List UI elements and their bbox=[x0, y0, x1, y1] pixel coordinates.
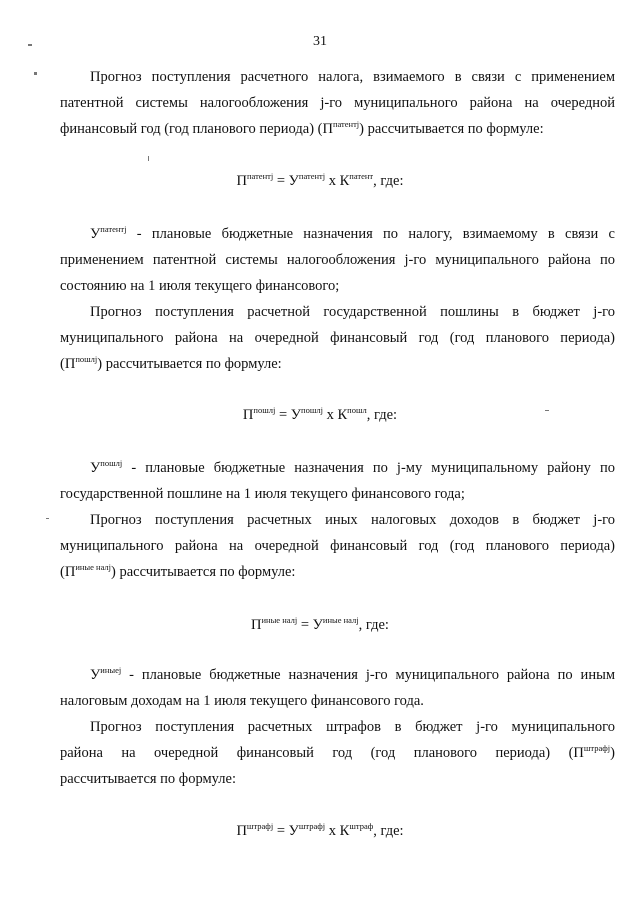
paragraph-patent-forecast bbox=[60, 64, 615, 142]
text-line: Прогноз поступления расчетной государственной пошлины в бюджет j-го bbox=[90, 304, 615, 320]
formula-duty: $П^{пошлj} = У^{пошлj}$ х $К^{пошл}$, где: bbox=[242, 405, 398, 423]
text-line: Прогноз поступления расчетных иных налоговых доходов в бюджет j-го bbox=[90, 512, 615, 528]
text-line: Прогноз поступления расчетного налога, взимаемого в связи с применением bbox=[90, 69, 615, 85]
paragraph-fines-forecast bbox=[60, 714, 615, 792]
text-line: муниципального района на очередной финансовый год (год планового периода) bbox=[60, 538, 615, 554]
text-line: $У^{патентj}$ - плановые бюджетные назначения по налогу, взимаемому в связи с bbox=[90, 224, 615, 242]
definition-patent bbox=[60, 221, 615, 299]
text-line: муниципального района на очередной финансовый год (год планового периода) bbox=[60, 330, 615, 346]
text-line: патентной системы налогообложения j-го муниципального района на очередной bbox=[60, 95, 615, 111]
text-line: $У^{пошлj}$ - плановые бюджетные назначения по j-му муниципальному району по bbox=[90, 458, 615, 476]
definition-other-taxes bbox=[60, 662, 615, 714]
formula-other-taxes: $П^{иные налj} = У^{иные налj}$, где: bbox=[251, 615, 389, 633]
text-line: Прогноз поступления расчетных штрафов в бюджет j-го муниципального bbox=[90, 719, 615, 735]
text-line: финансовый год (год планового периода) $(П^{патентj})$ рассчитывается по формуле: bbox=[60, 119, 544, 137]
text-line: $(П^{иные налj})$ рассчитывается по формуле: bbox=[60, 562, 296, 580]
text-line: рассчитывается по формуле: bbox=[60, 771, 236, 787]
text-line: состоянию на 1 июля текущего финансового; bbox=[60, 278, 340, 294]
text-line: налоговым доходам на 1 июля текущего финансового года. bbox=[60, 693, 424, 709]
paragraph-other-taxes-forecast bbox=[60, 507, 615, 585]
scan-speck bbox=[46, 518, 49, 519]
paragraph-duty-forecast bbox=[60, 299, 615, 377]
formula-fines: $П^{штрафj} = У^{штрафj}$ х $К^{штраф}$, где: bbox=[236, 821, 404, 839]
text-line: $(П^{пошлj})$ рассчитывается по формуле: bbox=[60, 354, 282, 372]
text-line: применением патентной системы налогообложения j-го муниципального района по bbox=[60, 252, 615, 268]
text-line: $У^{иныеj}$ - плановые бюджетные назначения j-го муниципального района по иным bbox=[90, 665, 615, 683]
formula-patent: $П^{патентj} = У^{патентj}$ х $К^{патент}$, где: bbox=[236, 171, 404, 189]
definition-duty bbox=[60, 455, 615, 507]
text-line: государственной пошлине на 1 июля текущего финансового года; bbox=[60, 486, 465, 502]
text-line: района на очередной финансовый год (год планового периода) $(П^{штрафj})$ bbox=[60, 743, 615, 761]
scan-speck bbox=[34, 72, 37, 75]
page-number: 31 bbox=[313, 34, 327, 49]
scan-speck bbox=[148, 156, 149, 161]
